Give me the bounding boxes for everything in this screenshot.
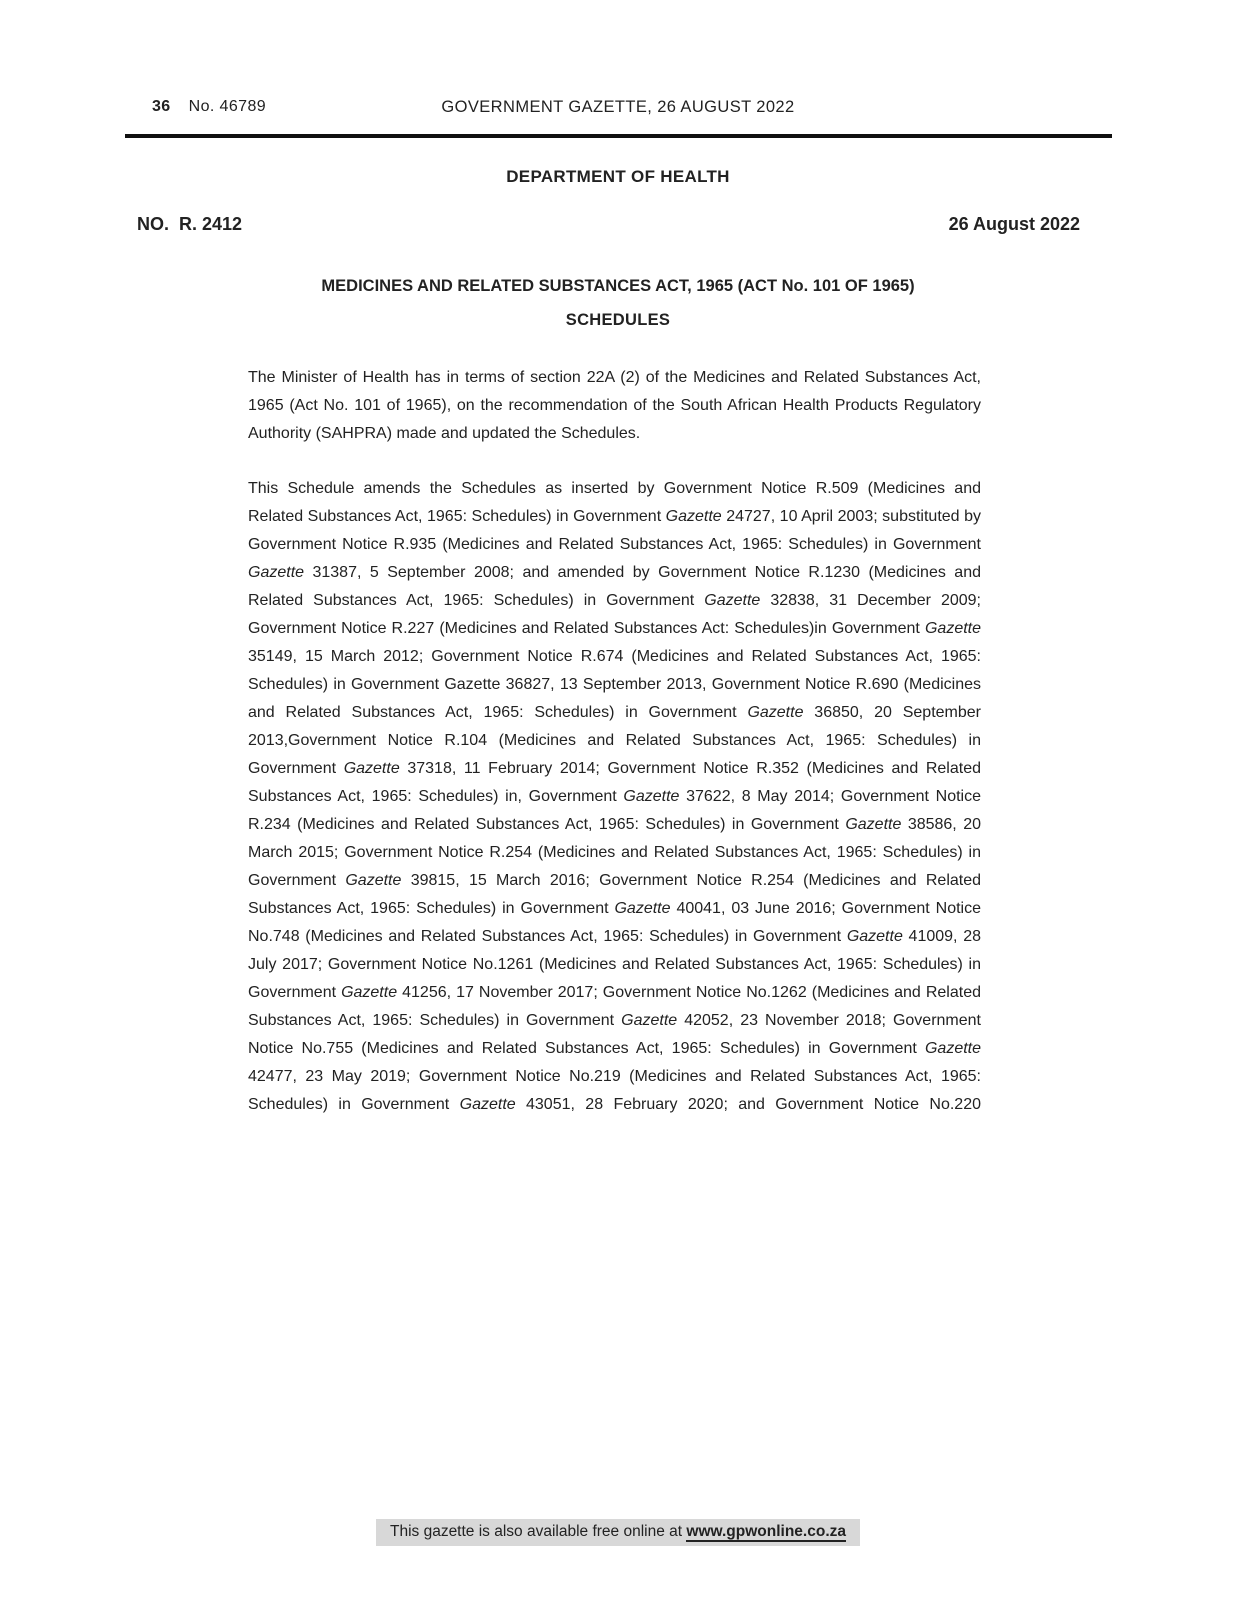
footer-availability-bar <box>376 1519 860 1546</box>
document-body <box>248 364 981 1119</box>
page-number: 36 <box>152 98 171 115</box>
paragraph-minister-statement: The Minister of Health has in terms of section 22A (2) of the Medicines and Related Substances Act, 1965 (Act No. 101 of 1965), on the recommendation of the South African Health Products Regulatory Authority (SAHPRA) made and updated the Schedules. <box>248 369 981 442</box>
act-subtitle: SCHEDULES <box>565 311 671 329</box>
paragraph-schedule-amendments: This Schedule amends the Schedules as inserted by Government Notice R.509 (Medicines and Related Substances Act, 1965: Schedules) in Government Gazette 24727, 10 April 2003; substituted by Government Notice R.935 (Medicines and Related Substances Act, 1965: Schedules) in Government Gazette 31387, 5 September 2008; and amended by Government Notice R.1230 (Medicines and Related Substances Act, 1965: Schedules) in Government Gazette 32838, 31 December 2009; Government Notice R.227 (Medicines and Related Substances Act: Schedules)in Government Gazette 35149, 15 March 2012; Government Notice R.674 (Medicines and Related Substances Act, 1965: Schedules) in Government Gazette 36827, 13 September 2013, Government Notice R.690 (Medicines and Related Substances Act, 1965: Schedules) in Government Gazette 36850, 20 September 2013,Government Notice R.104 (Medicines and Related Substances Act, 1965: Schedules) in Government Gazette 37318, 11 February 2014; Government Notice R.352 (Medicines and Related Substances Act, 1965: Schedules) in, Government Gazette 37622, 8 May 2014; Government Notice R.234 (Medicines and Related Substances Act, 1965: Schedules) in Government Gazette 38586, 20 March 2015; Government Notice R.254 (Medicines and Related Substances Act, 1965: Schedules) in Government Gazette 39815, 15 March 2016; Government Notice R.254 (Medicines and Related Substances Act, 1965: Schedules) in Government Gazette 40041, 03 June 2016; Government Notice No.748 (Medicines and Related Substances Act, 1965: Schedules) in Government Gazette 41009, 28 July 2017; Government Notice No.1261 (Medicines and Related Substances Act, 1965: Schedules) in Government Gazette 41256, 17 November 2017; Government Notice No.1262 (Medicines and Related Substances Act, 1965: Schedules) in Government Gazette 42052, 23 November 2018; Government Notice No.755 (Medicines and Related Substances Act, 1965: Schedules) in Government Gazette 42477, 23 May 2019; Government Notice No.219 (Medicines and Related Substances Act, 1965: Schedules) in Government Gazette 43051, 28 February 2020; and Government Notice No.220 <box>248 480 982 1113</box>
page-header <box>124 0 1112 122</box>
page-footer <box>0 1519 1236 1546</box>
department-title: DEPARTMENT OF HEALTH <box>506 167 730 186</box>
gazette-header-title: GOVERNMENT GAZETTE, 26 AUGUST 2022 <box>441 98 795 116</box>
act-title: MEDICINES AND RELATED SUBSTANCES ACT, 1965 (ACT No. 101 OF 1965) <box>321 277 915 295</box>
notice-date: 26 August 2022 <box>948 214 1080 234</box>
notice-number: NO. R. 2412 <box>137 214 243 234</box>
footer-link[interactable]: www.gpwonline.co.za <box>686 1523 846 1540</box>
footer-text: This gazette is also available free online at <box>389 1523 687 1540</box>
header-rule <box>125 134 1112 138</box>
notice-row <box>137 214 1080 235</box>
page-number-block <box>152 98 266 116</box>
gazette-number: No. 46789 <box>188 98 267 115</box>
